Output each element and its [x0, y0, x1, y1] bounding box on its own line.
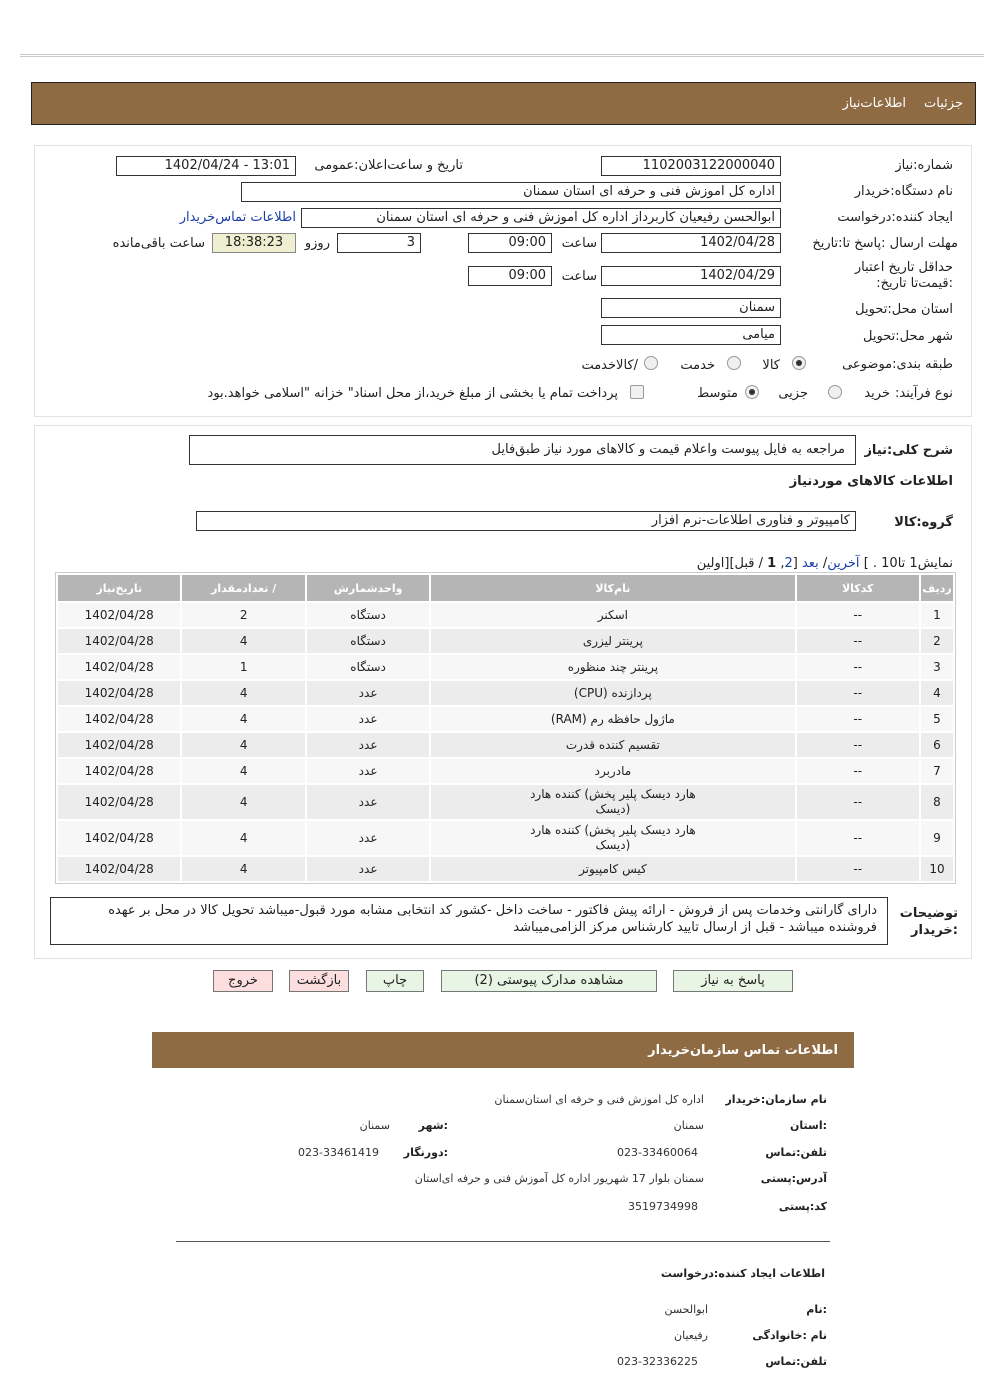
contact-phone-value: 023-33460064: [617, 1146, 698, 1159]
creator-name-value: ابوالحسن: [664, 1303, 708, 1316]
cell-name: کیس کامپیوتر: [431, 857, 794, 881]
cell-qty: 2: [182, 603, 304, 627]
city-field: میامی: [601, 325, 781, 345]
cell-code: --: [797, 629, 919, 653]
days-label: روزو: [304, 236, 330, 251]
col-code[interactable]: کدکالا: [797, 575, 919, 601]
cell-code: --: [797, 603, 919, 627]
contact-phone-label: تلفن:تماس: [765, 1146, 827, 1159]
table-row: [58, 857, 953, 881]
creator-info-title: اطلاعات ایجاد کننده:درخواست: [660, 1267, 825, 1280]
col-qty[interactable]: / تعدادمقدار: [182, 575, 304, 601]
pagination-rest: / قبل][اولین: [696, 556, 764, 571]
contact-org-value: اداره کل اموزش فنی و حرفه ای استان‌سمنان: [494, 1093, 704, 1106]
description-field: مراجعه به فایل پیوست واعلام قیمت و کالاهای مورد نیاز طبق‌فایل: [189, 435, 856, 465]
cell-qty: 4: [182, 629, 304, 653]
category-goods-radio[interactable]: [792, 356, 806, 370]
contact-fax-value: 023-33461419: [298, 1146, 379, 1159]
reply-time-field: 09:00: [468, 233, 552, 253]
contact-city-label: :شهر: [418, 1119, 448, 1132]
cell-name: پردازنده (CPU): [431, 681, 794, 705]
announce-label: تاریخ و ساعت‌اعلان:عمومی: [314, 158, 463, 173]
col-row[interactable]: ردیف: [921, 575, 953, 601]
validity-label: حداقل تاریخ اعتبار :قیمت‌تا تاریخ:: [854, 260, 953, 291]
tab-details[interactable]: جزئیات: [924, 96, 963, 111]
contact-province-label: :استان: [790, 1119, 827, 1132]
remaining-label: ساعت باقی‌مانده: [112, 236, 205, 251]
cell-unit: عدد: [307, 821, 429, 855]
pagination-show: نمایش1 تا10 . ]: [863, 556, 953, 571]
cell-date: 1402/04/28: [58, 655, 180, 679]
category-service-radio[interactable]: [727, 356, 741, 370]
category-goods-label: کالا: [762, 358, 780, 373]
table-row: [58, 629, 953, 653]
city-label: شهر محل:تحویل: [863, 329, 953, 344]
cell-qty: 4: [182, 681, 304, 705]
reply-deadline-label: مهلت ارسال :پاسخ تا:تاریخ: [812, 236, 958, 251]
buyer-contact-link[interactable]: اطلاعات تماس‌خریدار: [179, 210, 296, 225]
cell-name: [431, 785, 794, 819]
creator-label: ایجاد کننده:درخواست: [837, 210, 953, 225]
contact-fax-label: :دورنگار: [403, 1146, 448, 1159]
creator-family-label: نام :خانوادگی: [752, 1329, 827, 1342]
contact-divider: [176, 1241, 830, 1242]
process-partial-radio[interactable]: [828, 385, 842, 399]
cell-qty: 4: [182, 707, 304, 731]
cell-name: ماژول حافظه رم (RAM): [431, 707, 794, 731]
buyer-org-field: اداره کل اموزش فنی و حرفه ای استان سمنان: [241, 182, 781, 202]
goods-info-title: اطلاعات کالاهای مورد‌نیاز: [789, 474, 953, 489]
goods-table: [55, 572, 956, 884]
pagination-next[interactable]: بعد: [801, 556, 819, 571]
col-unit[interactable]: واحدشمارش: [307, 575, 429, 601]
need-number-field: 1102003122000040: [601, 156, 781, 176]
validity-time-label: ساعت: [561, 269, 597, 284]
reply-time-label: ساعت: [561, 236, 597, 251]
cell-row: 5: [921, 707, 953, 731]
cell-qty: 4: [182, 733, 304, 757]
goods-group-field: کامپیوتر و فناوری اطلاعات-نرم افزار: [196, 511, 856, 531]
cell-code: --: [797, 681, 919, 705]
validity-date-field: 1402/04/29: [601, 266, 781, 286]
category-label: طبقه بندی:موضوعی: [842, 357, 953, 372]
cell-row: 4: [921, 681, 953, 705]
province-label: استان محل:تحویل: [855, 302, 953, 317]
cell-name: مادربرد: [431, 759, 794, 783]
reply-button[interactable]: پاسخ به نیاز: [673, 970, 793, 992]
cell-date: 1402/04/28: [58, 707, 180, 731]
cell-unit: دستگاه: [307, 655, 429, 679]
cell-date: 1402/04/28: [58, 785, 180, 819]
goods-group-label: گروه:کالا: [894, 515, 953, 530]
cell-code: --: [797, 857, 919, 881]
cell-date: 1402/04/28: [58, 857, 180, 881]
creator-field: ابوالحسن رفیعیان کاربرداز اداره کل اموزش فنی و حرفه ای استان سمنان: [301, 208, 781, 228]
table-row: [58, 655, 953, 679]
cell-qty: 4: [182, 759, 304, 783]
goods-table-header: [58, 575, 953, 601]
table-row: [58, 759, 953, 783]
cell-row: 3: [921, 655, 953, 679]
creator-phone-value: 023-32336225: [617, 1355, 698, 1368]
table-row: [58, 603, 953, 627]
contact-section-header: [152, 1032, 854, 1068]
contact-address-value: سمنان بلوار 17 شهریور اداره کل آموزش فنی و حرفه ای‌استان: [414, 1172, 704, 1185]
cell-name: [431, 821, 794, 855]
table-row: [58, 707, 953, 731]
creator-name-label: :نام: [806, 1303, 827, 1316]
cell-name: تقسیم کننده قدرت: [431, 733, 794, 757]
days-field: 3: [337, 233, 421, 253]
process-type-label: نوع فرآیند:: [895, 386, 953, 401]
cell-unit: عدد: [307, 785, 429, 819]
col-date[interactable]: تاریخ‌نیاز: [58, 575, 180, 601]
remaining-time-field: 18:38:23: [212, 233, 296, 253]
back-button[interactable]: بازگشت: [289, 970, 349, 992]
cell-qty: 4: [182, 821, 304, 855]
col-name[interactable]: نام‌کالا: [431, 575, 794, 601]
cell-code: --: [797, 707, 919, 731]
reply-date-field: 1402/04/28: [601, 233, 781, 253]
pagination-page-2[interactable]: 2: [784, 556, 793, 571]
validity-time-field: 09:00: [468, 266, 552, 286]
cell-row: 1: [921, 603, 953, 627]
table-row: [58, 785, 953, 819]
exit-button[interactable]: خروج: [213, 970, 273, 992]
cell-code: --: [797, 785, 919, 819]
table-row: [58, 681, 953, 705]
cell-unit: دستگاه: [307, 603, 429, 627]
cell-date: 1402/04/28: [58, 603, 180, 627]
cell-row: 10: [921, 857, 953, 881]
attachments-button[interactable]: مشاهده مدارک پیوستی (2): [441, 970, 657, 992]
creator-phone-label: تلفن:تماس: [765, 1355, 827, 1368]
cell-date: 1402/04/28: [58, 821, 180, 855]
pagination: نمایش1 تا10 . ] آخرین/ بعد [2, 1 / قبل][اولین: [696, 556, 953, 571]
cell-qty: 4: [182, 785, 304, 819]
contact-org-label: نام سازمان:خریدار: [725, 1093, 827, 1106]
cell-row: 6: [921, 733, 953, 757]
contact-postal-value: 3519734998: [628, 1200, 698, 1213]
contact-province-value: سمنان: [673, 1119, 704, 1132]
cell-date: 1402/04/28: [58, 629, 180, 653]
table-row: [58, 733, 953, 757]
treasury-payment-checkbox[interactable]: [630, 385, 644, 399]
top-divider: [20, 54, 984, 57]
contact-city-value: سمنان: [359, 1119, 390, 1132]
cell-unit: عدد: [307, 759, 429, 783]
cell-name-text: هارد دیسک پلیر پخش) کننده هارد (دیسک: [530, 823, 696, 852]
process-medium-radio[interactable]: [745, 385, 759, 399]
cell-code: --: [797, 821, 919, 855]
cell-row: 2: [921, 629, 953, 653]
cell-row: 9: [921, 821, 953, 855]
province-field: سمنان: [601, 298, 781, 318]
pagination-page-1: 1: [767, 556, 777, 571]
table-row: [58, 821, 953, 855]
process-partial-label: جزیی: [778, 386, 808, 401]
cell-name: پرینتر چند منظوره: [431, 655, 794, 679]
cell-unit: عدد: [307, 733, 429, 757]
cell-name-text: هارد دیسک پلیر پخش) کننده هارد (دیسک: [530, 787, 696, 816]
cell-unit: دستگاه: [307, 629, 429, 653]
process-buy-label: خرید: [864, 386, 890, 401]
cell-qty: 4: [182, 857, 304, 881]
category-goods-service-label: /کالاخدمت: [581, 358, 638, 373]
cell-name: پرینتر لیزری: [431, 629, 794, 653]
cell-unit: عدد: [307, 707, 429, 731]
buyer-org-label: نام دستگاه:خریدار: [854, 184, 953, 199]
process-medium-label: متوسط: [697, 386, 738, 401]
contact-section-title: اطلاعات تماس سازمان‌خریدار: [648, 1042, 838, 1058]
tab-need-info[interactable]: اطلاعات‌نیاز: [842, 96, 907, 111]
buyer-notes-label: توضیحات :خریدار: [899, 906, 958, 938]
cell-qty: 1: [182, 655, 304, 679]
need-number-label: شماره:نیاز: [895, 158, 953, 173]
category-service-label: خدمت: [680, 358, 715, 373]
cell-code: --: [797, 655, 919, 679]
cell-code: --: [797, 759, 919, 783]
contact-postal-label: کد:پستی: [778, 1200, 827, 1213]
print-button[interactable]: چاپ: [366, 970, 424, 992]
cell-date: 1402/04/28: [58, 681, 180, 705]
cell-date: 1402/04/28: [58, 733, 180, 757]
cell-unit: عدد: [307, 857, 429, 881]
cell-code: --: [797, 733, 919, 757]
pagination-last[interactable]: آخرین: [827, 556, 860, 571]
category-goods-service-radio[interactable]: [644, 356, 658, 370]
cell-name: اسکنر: [431, 603, 794, 627]
contact-address-label: آدرس:پستی: [760, 1172, 827, 1185]
treasury-payment-text: پرداخت تمام یا بخشی از مبلغ خرید،از محل اسناد" خزانه "اسلامی خواهد.بود: [207, 386, 618, 401]
creator-family-value: رفیعیان: [674, 1329, 708, 1342]
announce-field: 1402/04/24 - 13:01: [116, 156, 296, 176]
page-header: [31, 82, 976, 125]
cell-row: 8: [921, 785, 953, 819]
buyer-notes-field: دارای گارانتی وخدمات پس از فروش - ارائه پیش فاکتور - ساخت داخل -کشور کد انتخابی مشابه مورد قبول-میباشد تحویل کالا در محل بر عهده فروشنده میباشد - قبل از ارسال تایید کارشناس مرکز الزامی‌میباشد: [50, 897, 888, 945]
description-label: شرح کلی:نیاز: [864, 443, 953, 458]
cell-row: 7: [921, 759, 953, 783]
cell-unit: عدد: [307, 681, 429, 705]
cell-date: 1402/04/28: [58, 759, 180, 783]
